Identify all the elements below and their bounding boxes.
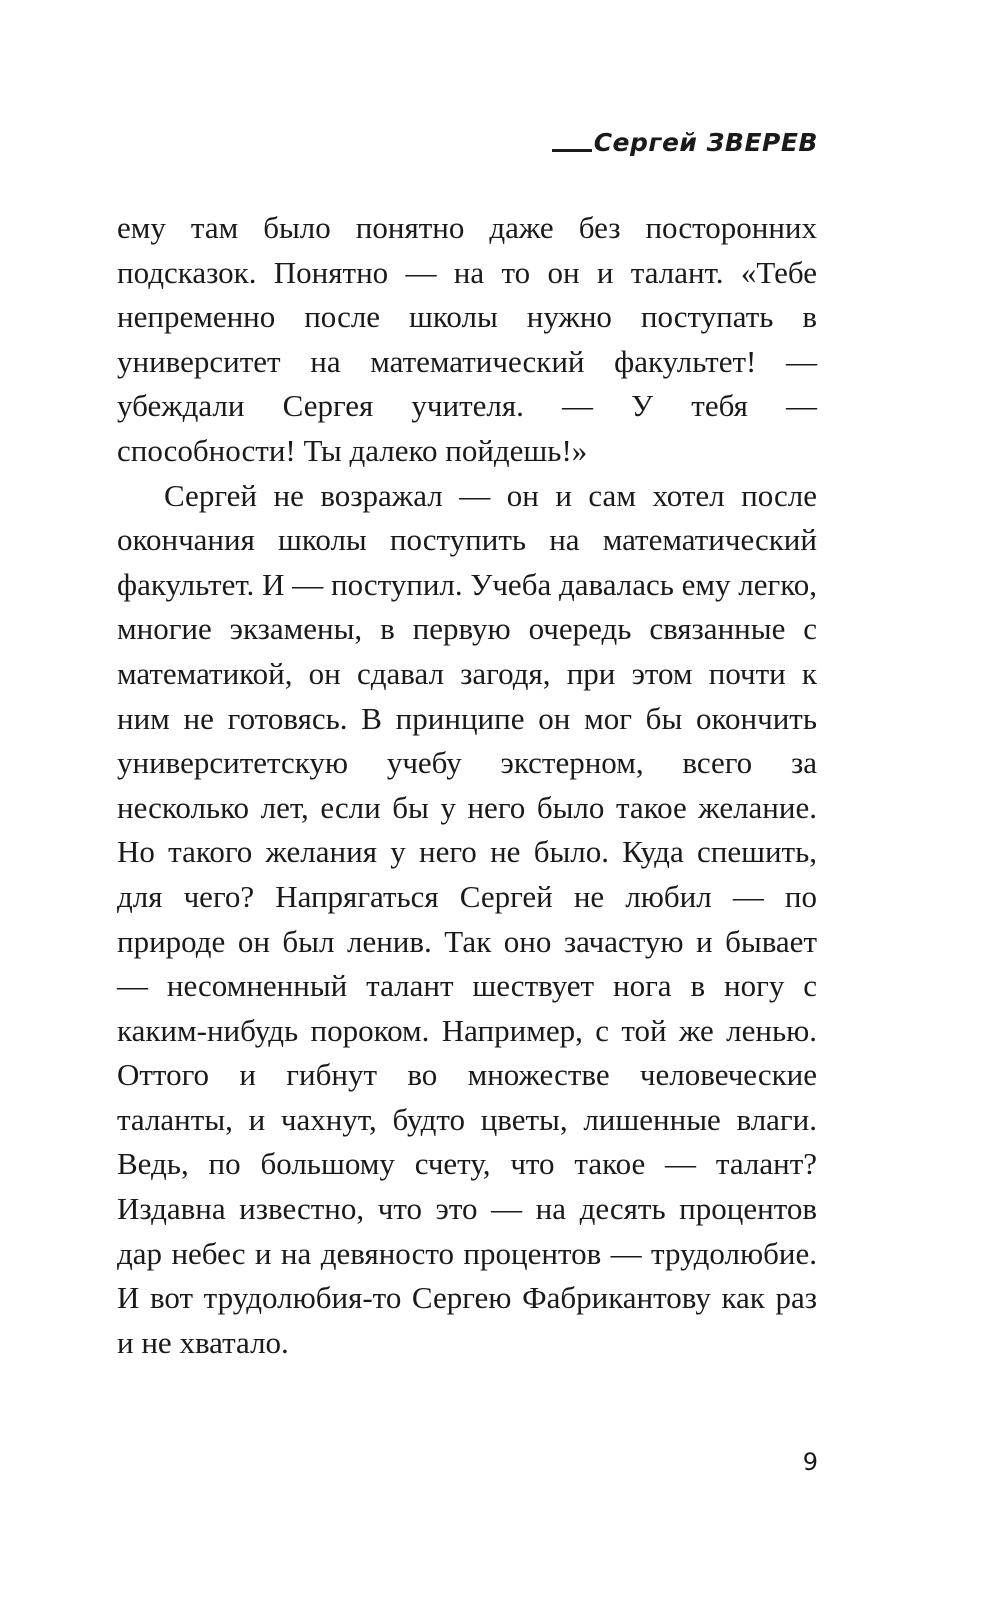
paragraph-continued: ему там было понятно даже без посторонних подсказок. Понятно — на то он и талант. «Тебе непременно после школы нужно поступать в университет на математический факультет! — убеждали Сергея учителя. — У тебя — способности! Ты далеко пойдешь!» <box>117 210 817 468</box>
page-number: 9 <box>802 1448 818 1476</box>
running-head <box>552 130 818 155</box>
running-head-text: Сергей ЗВЕРЕВ <box>593 128 818 157</box>
body-text <box>117 206 817 1365</box>
paragraph: Сергей не возражал — он и сам хотел после окончания школы поступить на математический факультет. И — поступил. Учеба давалась ему легко, многие экзамены, в первую очередь связанные с математикой, он сдавал загодя, при этом почти к ним не готовясь. В принципе он мог бы окончить университетскую учебу экстерном, всего за несколько лет, если бы у него было такое желание. Но такого желания у него не было. Куда спешить, для чего? Напрягаться Сергей не любил — по природе он был ленив. Так оно зачастую и бывает — несомненный талант шествует нога в ногу с каким-нибудь пороком. Например, с той же ленью. Оттого и гибнут во множестве человеческие таланты, и чахнут, будто цветы, лишенные влаги. Ведь, по большому счету, что такое — талант? Издавна известно, что это — на десять процентов дар небес и на девяносто процентов — трудолюбие. И вот трудолюбия-то Сергею Фабрикантову как раз и не хватало. <box>117 477 817 1360</box>
running-head-rule <box>552 149 592 152</box>
